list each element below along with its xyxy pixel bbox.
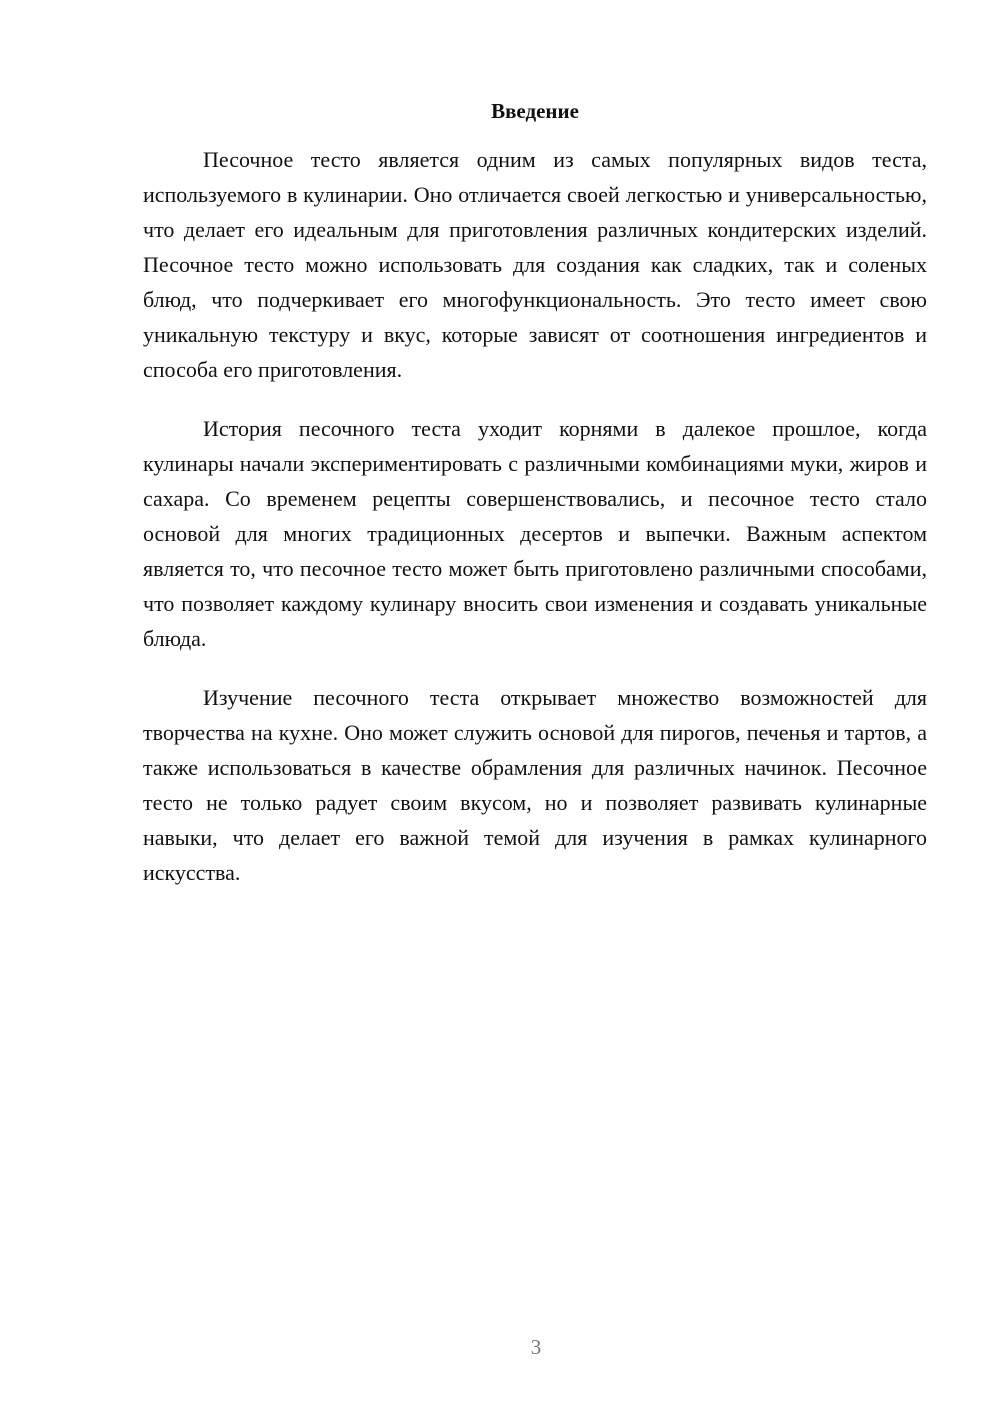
page-title: Введение <box>491 99 579 123</box>
document-body <box>143 142 927 914</box>
page-number: 3 <box>530 1335 542 1359</box>
paragraph-intro: Песочное тесто является одним из самых популярных видов теста, используемого в кулинарии. Оно отличается своей легкостью и универсальностью, что делает его идеальным для приготовления различных кондитерских изделий. Песочное тесто можно использовать для создания как сладких, так и соленых блюд, что подчеркивает его многофункциональность. Это тесто имеет свою уникальную текстуру и вкус, которые зависят от соотношения ингредиентов и способа его приготовления. <box>143 147 927 382</box>
paragraph-study: Изучение песочного теста открывает множество возможностей для творчества на кухне. Оно может служить основой для пирогов, печенья и тартов, а также использоваться в качестве обрамления для различных начинок. Песочное тесто не только радует своим вкусом, но и позволяет развивать кулинарные навыки, что делает его важной темой для изучения в рамках кулинарного искусства. <box>143 685 927 885</box>
paragraph-history: История песочного теста уходит корнями в далекое прошлое, когда кулинары начали экспериментировать с различными комбинациями муки, жиров и сахара. Со временем рецепты совершенствовались, и песочное тесто стало основой для многих традиционных десертов и выпечки. Важным аспектом является то, что песочное тесто может быть приготовлено различными способами, что позволяет каждому кулинару вносить свои изменения и создавать уникальные блюда. <box>143 416 927 651</box>
